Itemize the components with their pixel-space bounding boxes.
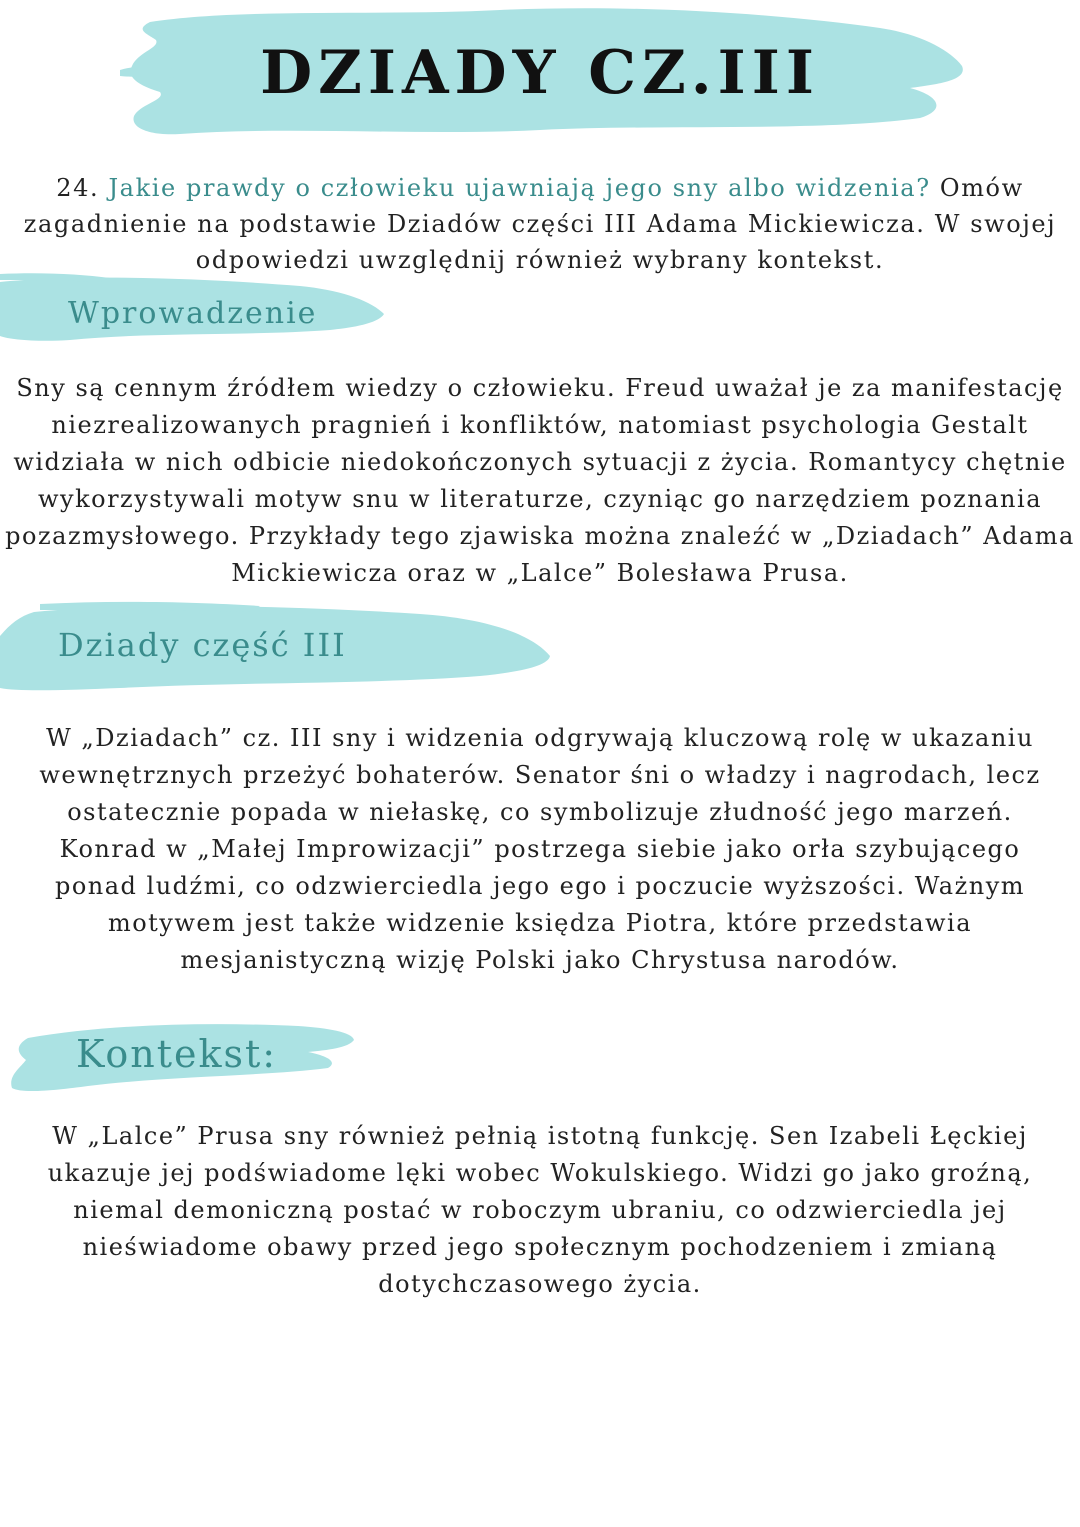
section-heading-kontekst: Kontekst: [76,1032,278,1076]
section-text-dziady: W „Dziadach” cz. III sny i widzenia odgrywają kluczową rolę w ukazaniu wewnętrznych przeżyć bohaterów. Senator śni o władzy i nagrodach, lecz ostatecznie popada w niełaskę, co symbolizuje złudność jego marzeń. Konrad w „Małej Improwizacji” postrzega siebie jako orła szybującego ponad ludźmi, co odzwierciedla jego ego i poczucie wyższości. Ważnym motywem jest także widzenie księdza Piotra, które przedstawia mesjanistyczną wizję Polski jako Chrystusa narodów. [39,724,1041,974]
section-text-kontekst: W „Lalce” Prusa sny również pełnią istotną funkcję. Sen Izabeli Łęckiej ukazuje jej podświadome lęki wobec Wokulskiego. Widzi go jako groźną, niemal demoniczną postać w roboczym ubraniu, co odzwierciedla jej nieświadome obawy przed jego społecznym pochodzeniem i zmianą dotychczasowego życia. [47,1122,1033,1298]
section-text-wprowadzenie: Sny są cennym źródłem wiedzy o człowieku. Freud uważał je za manifestację niezrealizowanych pragnień i konfliktów, natomiast psychologia Gestalt widziała w nich odbicie niedokończonych sytuacji z życia. Romantycy chętnie wykorzystywali motyw snu w literaturze, czyniąc go narzędziem poznania pozazmysłowego. Przykłady tego zjawiska można znaleźć w „Dziadach” Adama Mickiewicza oraz w „Lalce” Bolesława Prusa. [5,374,1075,587]
page-title: DZIADY CZ.III [260,38,820,108]
question-rest: Omów zagadnienie na podstawie Dziadów części III Adama Mickiewicza. W swojej odpowiedzi uwzględnij również wybrany kontekst. [23,174,1057,274]
question-number: 24. [56,174,100,202]
question-highlight: Jakie prawdy o człowieku ujawniają jego sny albo widzenia? [108,174,931,202]
section-heading-dziady: Dziady część III [58,626,347,664]
question-prompt [20,170,1060,278]
section-heading-wprowadzenie: Wprowadzenie [68,296,318,331]
